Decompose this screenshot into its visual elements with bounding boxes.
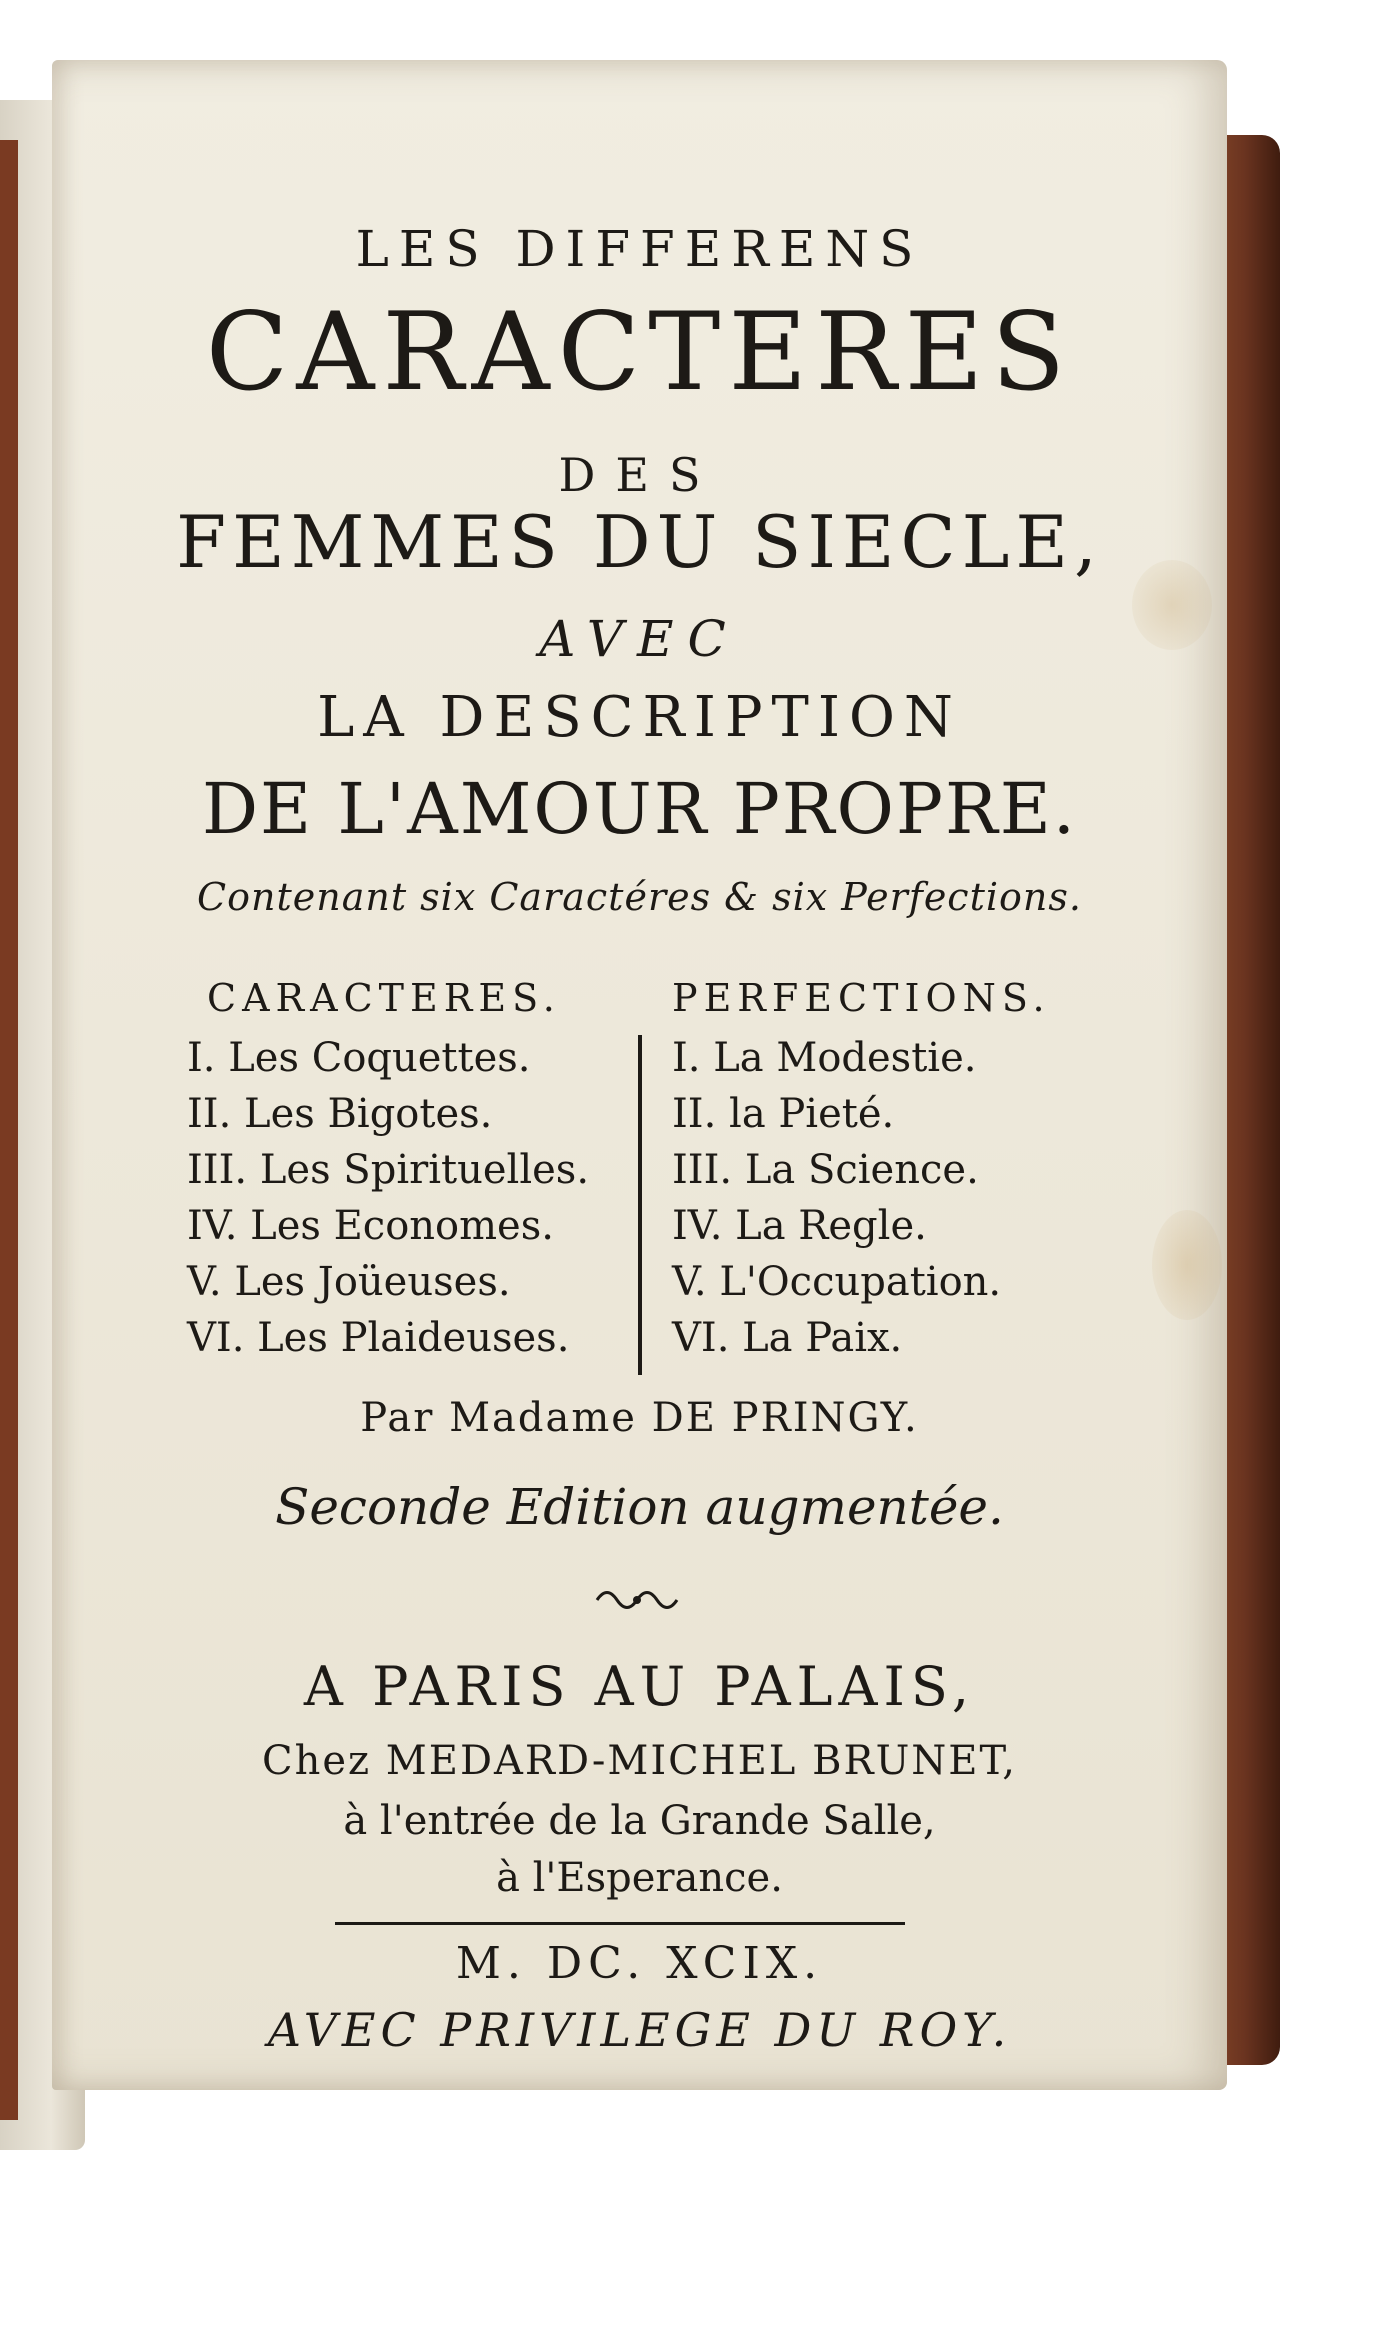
perfections-column bbox=[672, 970, 1192, 1366]
imprint-sign: à l'Esperance. bbox=[496, 1855, 783, 1901]
list-item: II. la Pieté. bbox=[672, 1091, 895, 1137]
title-line-6: LA DESCRIPTION bbox=[317, 685, 962, 750]
caracteres-list bbox=[187, 1030, 617, 1366]
list-item: V. L'Occupation. bbox=[672, 1259, 1002, 1305]
list-item: I. La Modestie. bbox=[672, 1035, 977, 1081]
caracteres-column bbox=[187, 970, 617, 1366]
printers-ornament-icon bbox=[592, 1580, 682, 1620]
list-item: VI. Les Plaideuses. bbox=[187, 1315, 570, 1361]
imprint-publisher: Chez MEDARD-MICHEL BRUNET, bbox=[261, 1738, 1018, 1784]
horizontal-rule bbox=[335, 1922, 905, 1925]
caracteres-heading: CARACTERES. bbox=[207, 976, 561, 1020]
list-item: IV. La Regle. bbox=[672, 1203, 927, 1249]
list-item: V. Les Joüeuses. bbox=[187, 1259, 511, 1305]
title-line-7: DE L'AMOUR PROPRE. bbox=[201, 768, 1078, 850]
perfections-list bbox=[672, 1030, 1192, 1366]
title-line-5: AVEC bbox=[539, 610, 740, 668]
imprint-address: à l'entrée de la Grande Salle, bbox=[343, 1798, 936, 1844]
title-page bbox=[52, 60, 1227, 2090]
list-item: IV. Les Economes. bbox=[187, 1203, 554, 1249]
list-item: II. Les Bigotes. bbox=[187, 1091, 493, 1137]
list-item: III. La Science. bbox=[672, 1147, 979, 1193]
list-item: VI. La Paix. bbox=[672, 1315, 903, 1361]
imprint-city: A PARIS AU PALAIS, bbox=[303, 1655, 976, 1718]
subtitle: Contenant six Caractéres & six Perfections. bbox=[197, 875, 1082, 919]
list-item: III. Les Spirituelles. bbox=[187, 1147, 590, 1193]
perfections-heading: PERFECTIONS. bbox=[672, 976, 1051, 1020]
year-line: M. DC. XCIX. bbox=[455, 1938, 824, 1989]
front-cover-edge bbox=[0, 140, 18, 2120]
author-line: Par Madame DE PRINGY. bbox=[360, 1395, 919, 1441]
title-main: CARACTERES bbox=[205, 290, 1074, 415]
column-divider bbox=[638, 1035, 642, 1375]
title-line-4: FEMMES DU SIECLE, bbox=[176, 500, 1103, 584]
title-line-1: LES DIFFERENS bbox=[355, 220, 924, 278]
list-item: I. Les Coquettes. bbox=[187, 1035, 531, 1081]
title-line-3: DES bbox=[558, 448, 721, 502]
privilege-line: AVEC PRIVILEGE DU ROY. bbox=[267, 2003, 1012, 2057]
edition-line: Seconde Edition augmentée. bbox=[275, 1478, 1004, 1536]
